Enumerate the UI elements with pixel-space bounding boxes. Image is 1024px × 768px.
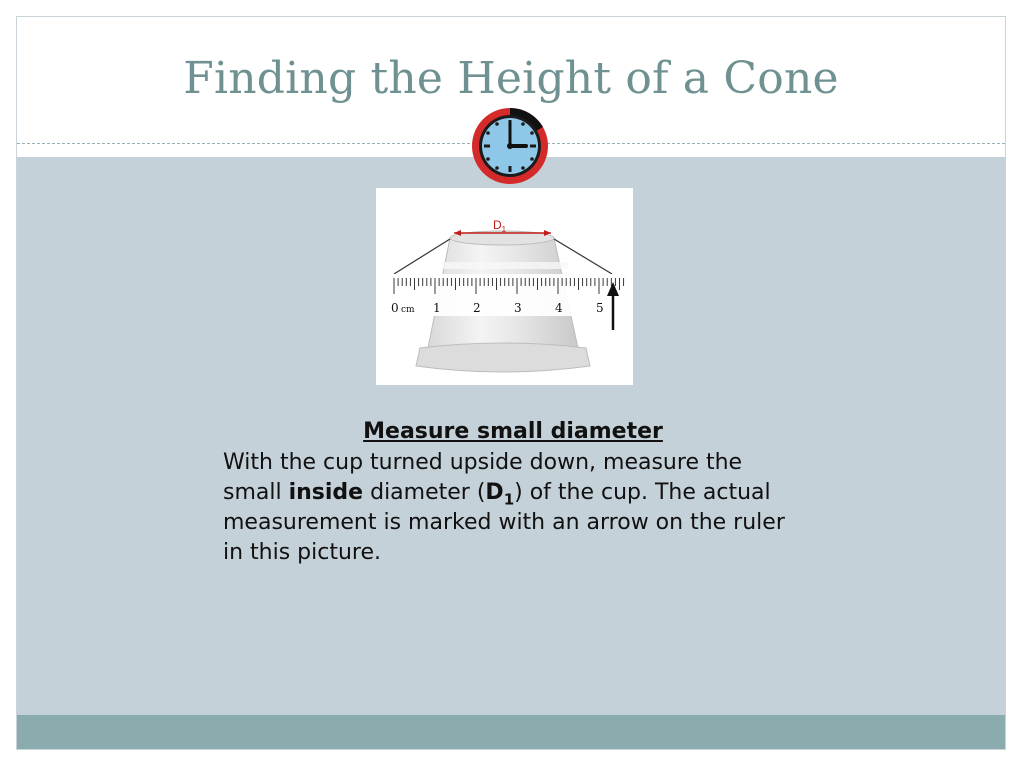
caption-bold-d: $D_1$ [485, 480, 515, 509]
caption-text-2: diameter ( [363, 480, 486, 505]
clock-icon [469, 105, 551, 187]
cup-ruler-figure [376, 188, 633, 385]
caption-body [223, 448, 803, 568]
ruler-unit: cm [401, 305, 415, 315]
ruler-number-3: 3 [514, 301, 522, 315]
slide-title: Finding the Height of a Cone [183, 53, 839, 104]
caption [223, 417, 803, 568]
caption-text-3: ) of the cup. The actual measurement is marked with an arrow on the ruler in this picture. [223, 480, 785, 565]
slide [16, 16, 1006, 750]
ruler-number-4: 4 [555, 301, 563, 315]
ruler-number-2: 2 [473, 301, 481, 315]
ruler-number-0: 0 [391, 301, 399, 315]
ruler-number-5: 5 [596, 301, 604, 315]
caption-heading: Measure small diameter [363, 419, 663, 444]
footer-band [17, 715, 1005, 750]
ruler-number-1: 1 [433, 301, 441, 315]
caption-bold-inside: inside [288, 480, 364, 505]
diameter-label: $D_1$ [493, 218, 507, 234]
caption-text-1: With the cup turned upside down, measure the small [223, 450, 743, 505]
